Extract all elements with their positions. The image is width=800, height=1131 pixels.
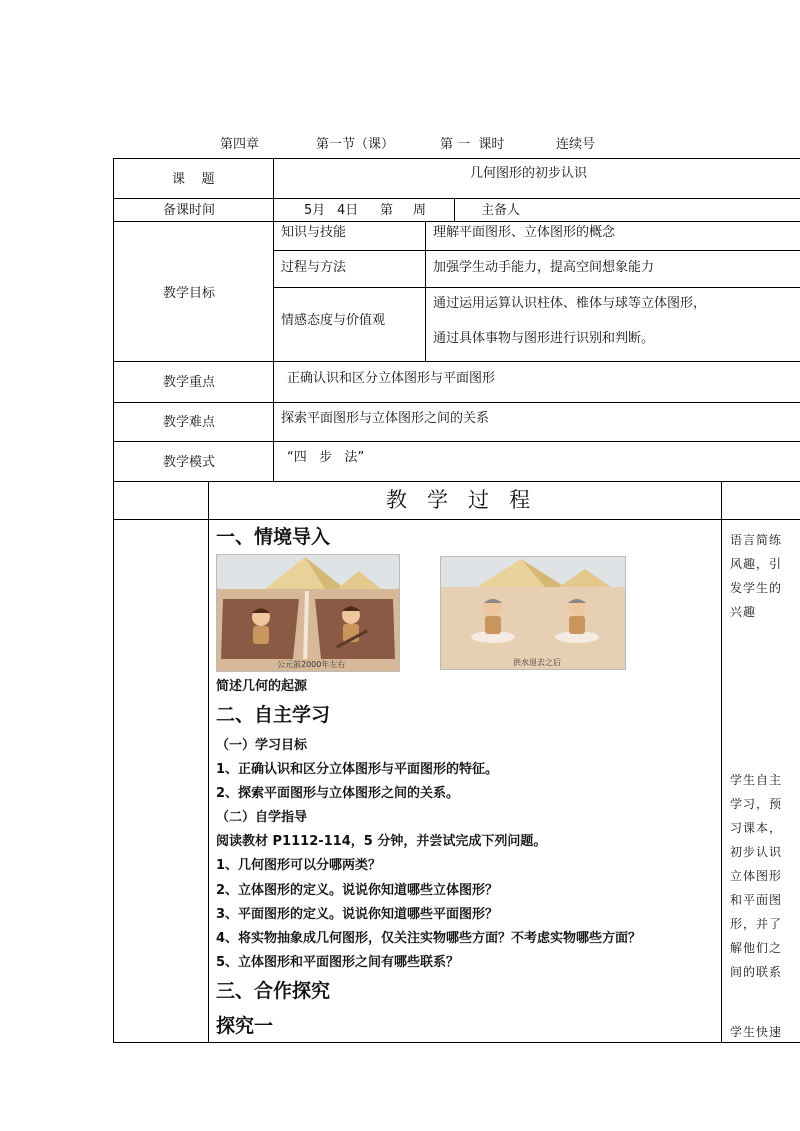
goal-knowledge-text: 理解平面图形、立体图形的概念 [433,225,616,240]
mode-label: 教学模式 [163,455,216,470]
lesson: 第 一 课时 [440,137,505,152]
subsection-self-guide: （二）自学指导 [216,810,308,825]
question-3: 3、平面图形的定义。说说你知道哪些平面图形？ [216,907,499,922]
question-1: 1、几何图形可以分哪两类？ [216,858,382,873]
question-5: 5、立体图形和平面图形之间有哪些联系？ [216,955,460,970]
geometry-origin: 简述几何的起源 [216,679,308,694]
difficulty-label: 教学难点 [163,415,216,430]
topic-label: 课 题 [172,172,215,187]
section-situation-intro: 一、情境导入 [216,526,331,548]
note-inquiry: 学生快速 [730,1025,783,1039]
illustration-after-flood [440,556,626,670]
section-cooperative-inquiry: 三、合作探究 [216,980,331,1002]
note-self-study: 学生自主 学习，预 习课本， 初步认识 立体图形 和平面图 形，并了 解他们之 间的联系 [730,773,783,979]
prep-time-label: 备课时间 [163,203,216,218]
question-2: 2、立体图形的定义。说说你知道哪些立体图形？ [216,883,499,898]
topic-value: 几何图形的初步认识 [470,166,588,181]
goal-attitude-text2: 通过具体事物与图形进行识别和判断。 [433,331,655,346]
goal-knowledge-name: 知识与技能 [281,225,347,240]
illustration-1-caption: 公元前2000年左右 [277,660,346,669]
preparer-label: 主备人 [481,203,521,218]
focus-label: 教学重点 [163,375,216,390]
difficulty-value: 探索平面图形与立体图形之间的关系 [281,411,490,426]
serial-number: 连续号 [556,137,596,152]
process-title: 教 学 过 程 [386,488,531,512]
chapter: 第四章 [220,137,260,152]
question-4: 4、将实物抽象成几何图形，仅关注实物哪些方面？不考虑实物哪些方面？ [216,931,642,946]
subsection-learning-goals: （一）学习目标 [216,738,308,753]
inquiry-one: 探究一 [216,1015,274,1037]
learning-goal-1: 1、正确认识和区分立体图形与平面图形的特征。 [216,762,499,777]
goal-process-text: 加强学生动手能力，提高空间想象能力 [433,260,655,275]
illustration-2-caption: 洪水退去之后 [513,658,561,667]
reading-instruction: 阅读教材 P1112-114，5 分钟，并尝试完成下列问题。 [216,834,547,849]
goal-process-name: 过程与方法 [281,260,347,275]
goals-label: 教学目标 [163,286,216,301]
prep-week-suffix: 周 [413,203,427,218]
prep-month: 5月 [304,203,326,218]
focus-value: 正确认识和区分立体图形与平面图形 [287,371,496,386]
section: 第一节（课） [316,137,395,152]
learning-goal-2: 2、探索平面图形与立体图形之间的关系。 [216,786,460,801]
section-self-study: 二、自主学习 [216,704,331,726]
prep-day: 4日 [337,203,359,218]
mode-value: “四 步 法” [287,450,365,465]
illustration-ancient-fields [216,554,400,672]
note-intro: 语言简练 风趣，引 发学生的 兴趣 [730,533,783,619]
goal-attitude-text: 通过运用运算认识柱体、椎体与球等立体图形， [433,296,707,311]
goal-attitude-name: 情感态度与价值观 [281,313,386,328]
prep-week-prefix: 第 [380,203,394,218]
